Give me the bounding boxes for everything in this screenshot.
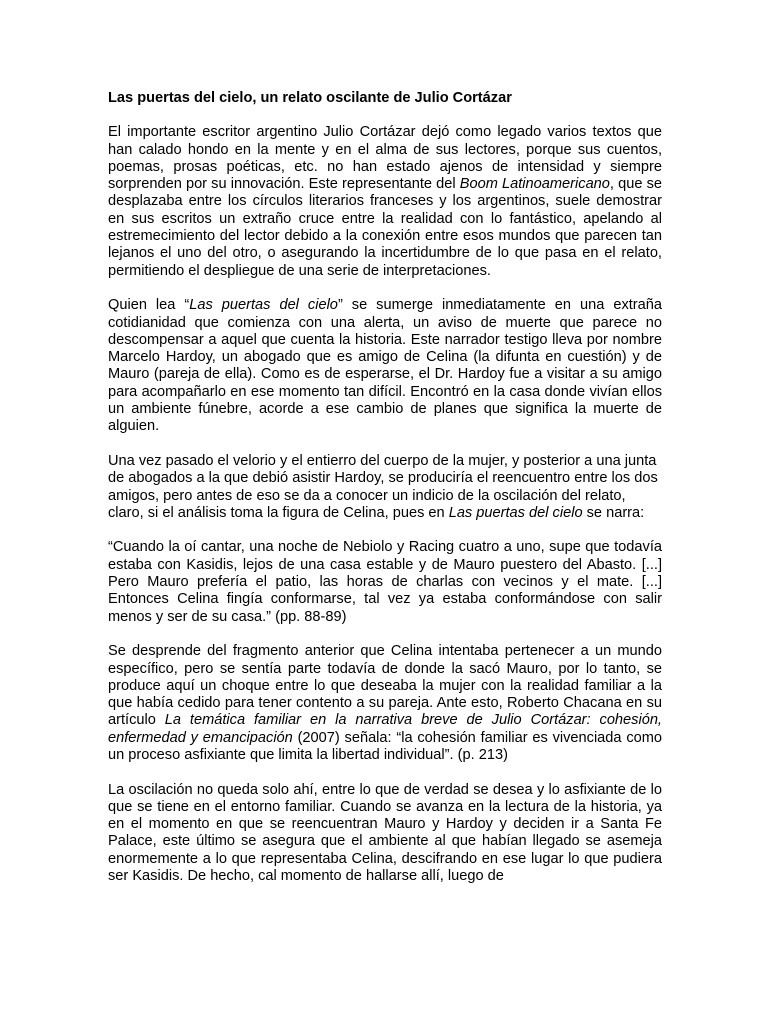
- paragraph-6: [108, 782, 662, 886]
- paragraph-2-text-a: Quien lea “: [108, 297, 190, 314]
- paragraph-1-text-a: El importante escritor argentino Julio Cortázar dejó como legado varios textos que han calado hondo en la mente y en el alma de sus lectores, porque sus cuentos, poemas, prosas poéticas, etc. no han estado ajenos de intensidad y siempre sorprenden por su innovación. Este representante del: [108, 124, 662, 193]
- document-page: [108, 90, 662, 903]
- paragraph-5-text-a: Se desprende del fragmento anterior que Celina intentaba pertenecer a un mundo específico, pero se sentía parte todavía de donde la sacó Mauro, por lo tanto, se produce aquí un choque entre lo que deseaba la mujer con la realidad familiar a la que había cedido para tener contento a su pareja. Ante esto, Roberto Chacana en su artículo: [108, 643, 662, 729]
- paragraph-2-italic: Las puertas del cielo: [189, 297, 338, 314]
- paragraph-1-text-b: , que se desplazaba entre los círculos literarios franceses y los argentinos, suele demostrar en sus escritos un extraño cruce entre la realidad con lo fantástico, apelando al estremecimiento del lector debido a la conexión entre esos mundos que parecen tan lejanos el uno del otro, o asegurando la incertidumbre de lo que pasa en el relato, permitiendo el despliegue de una serie de interpretaciones.: [108, 176, 662, 279]
- paragraph-5: [108, 643, 662, 764]
- document-title: Las puertas del cielo, un relato oscilante de Julio Cortázar: [108, 90, 512, 106]
- paragraph-3: [108, 453, 662, 522]
- paragraph-5-italic: La temática familiar en la narrativa breve de Julio Cortázar: cohesión, enfermedad y emancipación: [108, 712, 662, 746]
- paragraph-3-text-a: Una vez pasado el velorio y el entierro del cuerpo de la mujer, y posterior a una junta de abogados a la que debió asistir Hardoy, se produciría el reencuentro entre los dos amigos, pero antes de eso se da a conocer un indicio de la oscilación del relato, claro, si el análisis toma la figura de Celina, pues en: [108, 452, 658, 521]
- paragraph-3-italic: Las puertas del cielo: [448, 504, 583, 521]
- paragraph-3-text-b: se narra:: [582, 504, 645, 521]
- paragraph-2-text-b: ” se sumerge inmediatamente en una extraña cotidianidad que comienza con una alerta, un aviso de muerte que parece no descompensar a aquel que cuenta la historia. Este narrador testigo lleva por nombre Marcelo Hardoy, un abogado que es amigo de Celina (la difunta en cuestión) y de Mauro (pareja de ella). Como es de esperarse, el Dr. Hardoy fue a visitar a su amigo para acompañarlo en ese momento tan difícil. Encontró en la casa donde vivían ellos un ambiente fúnebre, acorde a ese cambio de planes que significa la muerte de alguien.: [108, 297, 663, 435]
- paragraph-2: [108, 297, 662, 435]
- paragraph-6-text: La oscilación no queda solo ahí, entre lo que de verdad se desea y lo asfixiante de lo que se tiene en el entorno familiar. Cuando se avanza en la lectura de la historia, ya en el momento en que se reencuentran Mauro y Hardoy y deciden ir a Santa Fe Palace, este último se asegura que el ambiente al que habían llegado se asemeja enormemente a lo que representaba Celina, descifrando en ese lugar lo que pudiera ser Kasidis. De hecho, cal momento de hallarse allí, luego de: [108, 781, 662, 885]
- paragraph-5-text-b: (2007) señala: “la cohesión familiar es vivenciada como un proceso asfixiante que limita la libertad individual”. (p. 213): [108, 729, 663, 763]
- paragraph-1: [108, 124, 662, 280]
- paragraph-1-italic: Boom Latinoamericano: [459, 176, 610, 193]
- paragraph-4-quote: [108, 539, 662, 625]
- paragraph-4-text: “Cuando la oí cantar, una noche de Nebiolo y Racing cuatro a uno, supe que todavía estaba con Kasidis, lejos de una casa estable y de Mauro puestero del Abasto. [...] Pero Mauro prefería el patio, las horas de charlas con vecinos y el mate. [...] Entonces Celina fingía conformarse, tal vez ya estaba conformándose con salir menos y ser de su casa.” (pp. 88-89): [108, 539, 662, 625]
